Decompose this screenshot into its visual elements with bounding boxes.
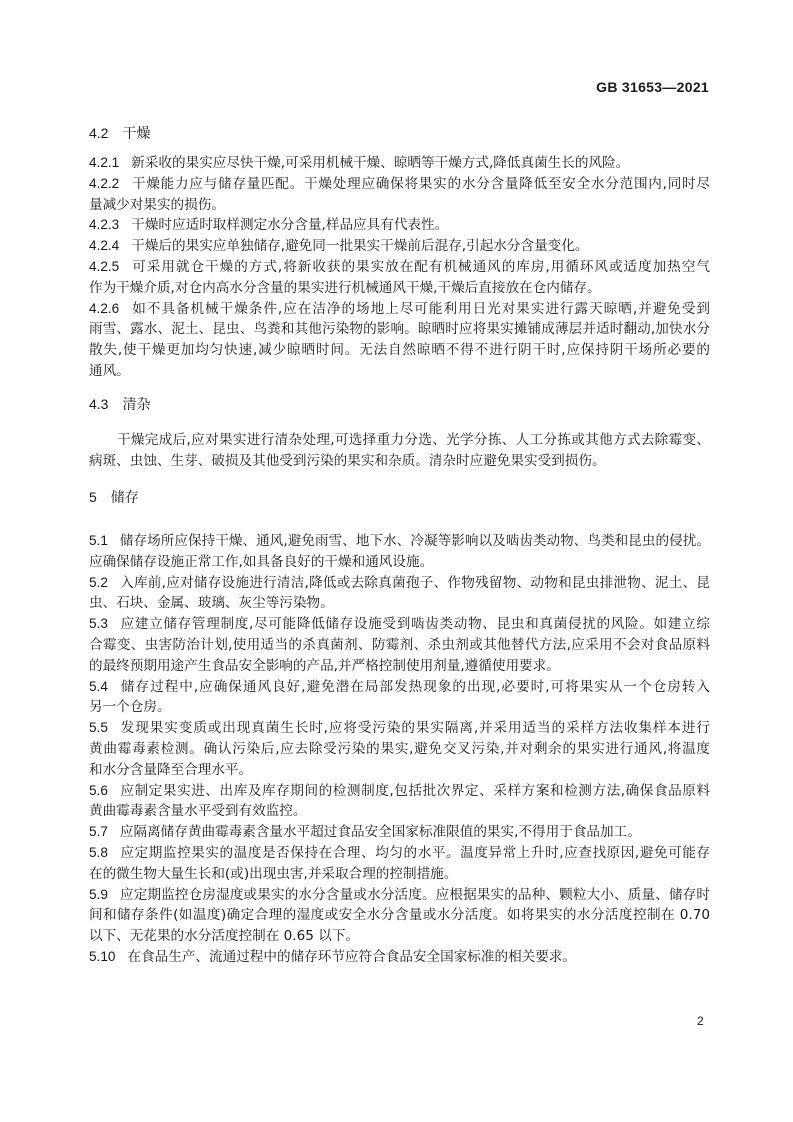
section-body <box>89 153 710 382</box>
clause-text: 如不具备机械干燥条件,应在洁净的场地上尽可能利用日光对果实进行露天晾晒,并避免受到 <box>131 300 710 317</box>
page-number: 2 <box>697 1014 704 1028</box>
clause-text: 作为干燥介质,对仓内高水分含量的果实进行机械通风干燥,干燥后直接放在仓内储存。 <box>89 279 601 296</box>
clause-text: 散失,使干燥更加均匀快速,减少晾晒时间。无法自然晾晒不得不进行阴干时,应保持阴干场所必要的 <box>89 342 710 359</box>
clause-text: 可采用就仓干燥的方式,将新收获的果实放在配有机械通风的库房,用循环风或适度加热空气 <box>131 258 710 275</box>
section-number: 5 <box>89 489 97 505</box>
clause-line <box>89 153 710 174</box>
clause-line <box>89 677 710 698</box>
clause-text: 新采收的果实应尽快干燥,可采用机械干燥、晾晒等干燥方式,降低真菌生长的风险。 <box>131 155 630 171</box>
clause-text: 干燥完成后,应对果实进行清杂处理,可选择重力分选、光学分拣、人工分拣或其他方式去除霉变、 <box>117 432 710 448</box>
clause-line <box>89 864 710 885</box>
clause <box>89 677 710 719</box>
clause-line <box>89 718 710 739</box>
clause-number: 4.2.3 <box>89 217 120 233</box>
clause <box>89 718 710 780</box>
clause-line <box>89 573 710 594</box>
section-title: 清杂 <box>122 397 151 413</box>
clause-line <box>89 905 710 926</box>
clause-text: 入库前,应对储存设施进行清洁,降低或去除真菌孢子、作物残留物、动物和昆虫排泄物、泥土、昆 <box>119 574 710 591</box>
clause-number: 5.1 <box>89 533 108 548</box>
clause <box>89 430 710 472</box>
clause-number: 5.10 <box>89 948 116 964</box>
clause <box>89 947 710 968</box>
clause-line <box>89 195 710 216</box>
clause-text: 应建立储存管理制度,尽可能降低储存设施受到啮齿类动物、昆虫和真菌侵扰的风险。如建立综 <box>119 616 710 633</box>
clause <box>89 614 710 676</box>
clause <box>89 174 710 216</box>
clause-line <box>89 215 710 236</box>
clause-text: 黄曲霉毒素检测。确认污染后,应去除受污染的果实,避免交叉污染,并对剩余的果实进行通风,将温度 <box>89 740 710 757</box>
clause-number: 4.2.2 <box>89 175 120 191</box>
clause-text: 发现果实变质或出现真菌生长时,应将受污染的果实隔离,并采用适当的采样方法收集样本进行 <box>119 720 710 737</box>
clause-text: 病斑、虫蚀、生芽、破损及其他受到污染的果实和杂质。清杂时应避免果实受到损伤。 <box>89 452 606 469</box>
clause-text: 的最终预期用途产生食品安全影响的产品,并严格控制使用剂量,遵循使用要求。 <box>89 657 560 674</box>
clause-text: 间和储存条件(如温度)确定合理的湿度或安全水分含量或水分活度。如将果实的水分活度控制在 0.70 <box>89 907 710 924</box>
clause-number: 5.2 <box>89 574 108 590</box>
clause-text: 和水分含量降至合理水平。 <box>89 761 253 778</box>
clause-text: 量减少对果实的损伤。 <box>89 196 225 213</box>
clause-text: 另一个仓房。 <box>89 699 171 716</box>
clause-number: 5.8 <box>89 844 108 860</box>
clause-line <box>89 697 710 718</box>
clause-text: 应确保储存设施正常工作,如具备良好的干燥和通风设施。 <box>89 553 434 570</box>
clause-text: 储存场所应保持干燥、通风,避免雨雪、地下水、冷凝等影响以及啮齿类动物、鸟类和昆虫的侵扰。 <box>119 533 710 549</box>
clause-number: 5.6 <box>89 782 108 798</box>
section-title: 干燥 <box>122 126 151 142</box>
clause-text: 应隔离储存黄曲霉毒素含量水平超过食品安全国家标准限值的果实,不得用于食品加工。 <box>119 824 641 841</box>
clause-text: 以下、无花果的水分活度控制在 0.65 以下。 <box>89 928 360 945</box>
clause-line <box>89 278 710 299</box>
clause-text: 应定期监控果实的温度是否保持在合理、均匀的水平。温度异常上升时,应查找原因,避免可能存 <box>119 844 710 861</box>
clause-line <box>89 430 710 451</box>
clause-text: 在的微生物大量生长和(或)出现虫害,并采取合理的控制措施。 <box>89 865 458 882</box>
clause-line <box>89 760 710 781</box>
clause-text: 通风。 <box>89 362 130 379</box>
clause-line <box>89 885 710 906</box>
section-heading <box>89 123 150 144</box>
clause-number: 4.2.1 <box>89 155 120 170</box>
clause-line <box>89 781 710 802</box>
clause-line <box>89 319 710 340</box>
clause-line <box>89 843 710 864</box>
clause-line <box>89 635 710 656</box>
section-number: 4.2 <box>89 125 109 141</box>
clause-line <box>89 236 710 257</box>
clause-line <box>89 361 710 382</box>
clause-number: 5.4 <box>89 678 108 694</box>
clause-text: 干燥时应适时取样测定水分含量,样品应具有代表性。 <box>131 217 449 234</box>
clause-line <box>89 340 710 361</box>
clause-text: 应定期监控仓房湿度或果实的水分含量或水分活度。应根据果实的品种、颗粒大小、质量、储存时 <box>119 886 710 903</box>
clause <box>89 885 710 947</box>
clause <box>89 573 710 615</box>
clause-line <box>89 552 710 573</box>
clause-text: 虫、石块、金属、玻璃、灰尘等污染物。 <box>89 595 334 612</box>
section-body <box>89 531 710 968</box>
clause-line <box>89 614 710 635</box>
clause-text: 黄曲霉毒素含量水平受到有效监控。 <box>89 803 307 820</box>
clause <box>89 299 710 382</box>
clause-text: 储存过程中,应确保通风良好,避免潜在局部发热现象的出现,必要时,可将果实从一个仓房转入 <box>119 678 710 695</box>
clause-line <box>89 257 710 278</box>
clause-line <box>89 451 710 472</box>
section-heading <box>89 394 150 415</box>
clause-line <box>89 926 710 947</box>
clause-text: 在食品生产、流通过程中的储存环节应符合食品安全国家标准的相关要求。 <box>127 948 577 965</box>
section-number: 4.3 <box>89 396 109 412</box>
clause <box>89 531 710 573</box>
clause <box>89 843 710 885</box>
standard-code-header: GB 31653—2021 <box>596 79 709 95</box>
section-heading <box>89 487 139 508</box>
clause-number: 4.2.6 <box>89 300 120 316</box>
clause-number: 4.2.5 <box>89 258 120 274</box>
clause-line <box>89 593 710 614</box>
section-body <box>89 430 710 472</box>
clause-number: 4.2.4 <box>89 238 120 254</box>
clause-line <box>89 174 710 195</box>
clause-number: 5.3 <box>89 616 108 632</box>
clause <box>89 215 710 236</box>
clause-text: 雨雪、露水、泥土、昆虫、鸟粪和其他污染物的影响。晾晒时应将果实摊铺成薄层并适时翻动,加快水分 <box>89 321 710 338</box>
clause <box>89 257 710 299</box>
clause-text: 应制定果实进、出库及库存期间的检测制度,包括批次界定、采样方案和检测方法,确保食品原料 <box>119 782 710 799</box>
clause-line <box>89 531 710 552</box>
clause-number: 5.7 <box>89 824 108 840</box>
clause-line <box>89 299 710 320</box>
clause <box>89 781 710 823</box>
clause-number: 5.9 <box>89 886 108 902</box>
section-title: 储存 <box>110 490 139 506</box>
clause-line <box>89 947 710 968</box>
clause-text: 干燥后的果实应单独储存,避免同一批果实干燥前后混存,引起水分含量变化。 <box>131 238 589 255</box>
clause-number: 5.5 <box>89 720 108 736</box>
clause <box>89 236 710 257</box>
clause <box>89 822 710 843</box>
clause-line <box>89 801 710 822</box>
clause-line <box>89 656 710 677</box>
clause-text: 干燥能力应与储存量匹配。干燥处理应确保将果实的水分含量降低至安全水分范围内,同时尽 <box>131 175 710 192</box>
clause-line <box>89 739 710 760</box>
clause-line <box>89 822 710 843</box>
clause-text: 合霉变、虫害防治计划,使用适当的杀真菌剂、防霉剂、杀虫剂或其他替代方法,应采用不会对食品原料 <box>89 636 710 653</box>
clause <box>89 153 710 174</box>
